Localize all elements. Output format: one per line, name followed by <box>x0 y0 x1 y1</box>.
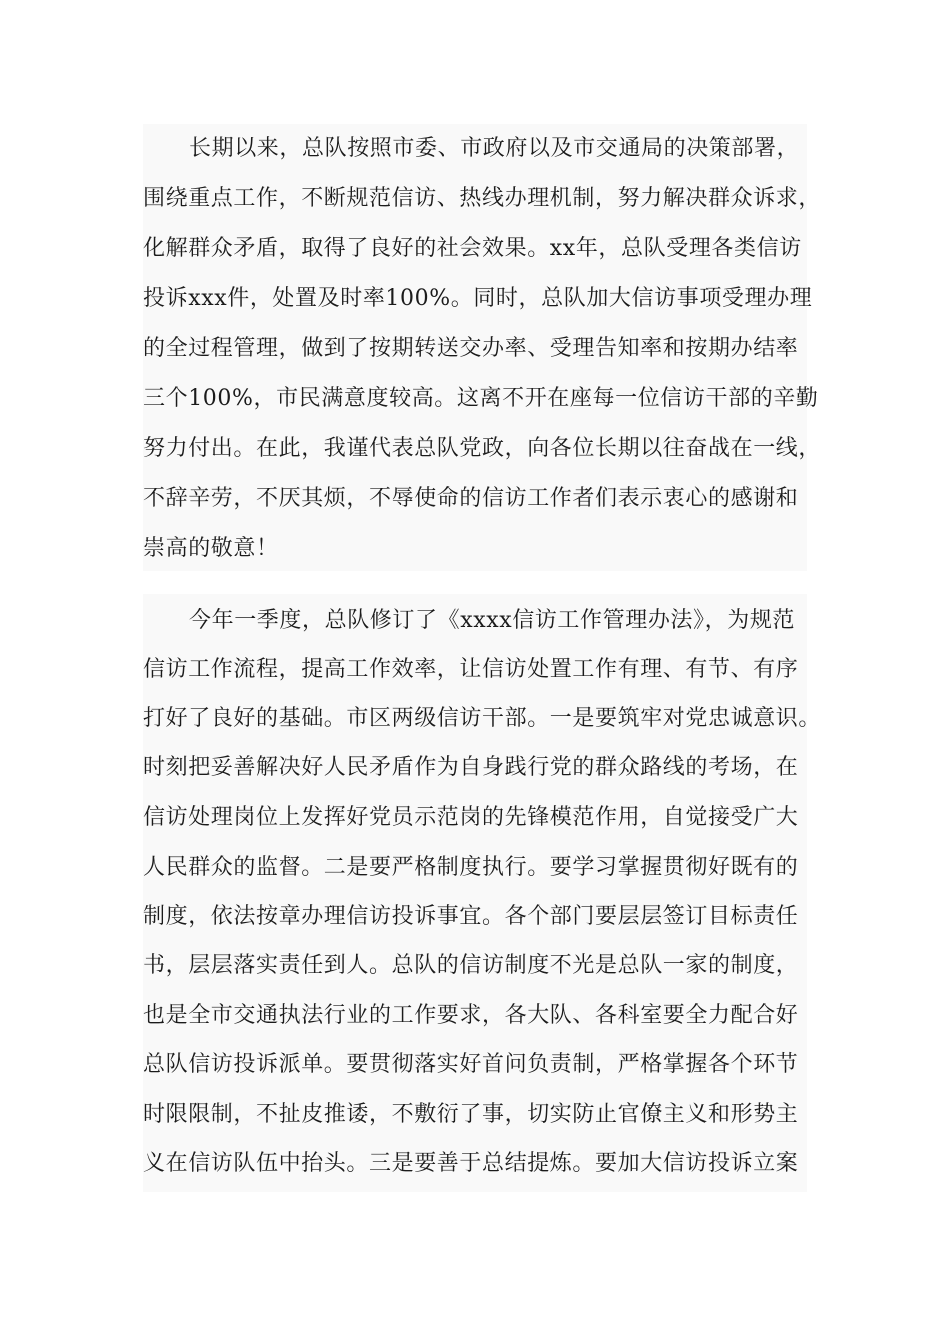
paragraph-line: 今年一季度，总队修订了《xxxx信访工作管理办法》，为规范 <box>189 608 796 633</box>
paragraph-line: 投诉xxx件，处置及时率100%。同时，总队加大信访事项受理办理 <box>143 286 813 311</box>
paragraph-line: 书，层层落实责任到人。总队的信访制度不光是总队一家的制度， <box>143 953 799 978</box>
paragraph-line: 制度，依法按章办理信访投诉事宜。各个部门要层层签订目标责任 <box>143 904 799 929</box>
paragraph-line: 信访工作流程，提高工作效率，让信访处置工作有理、有节、有序 <box>143 657 799 682</box>
paragraph-line: 努力付出。在此，我谨代表总队党政，向各位长期以往奋战在一线， <box>143 436 822 461</box>
paragraph-line: 不辞辛劳，不厌其烦，不辱使命的信访工作者们表示衷心的感谢和 <box>143 486 799 511</box>
paragraph-line: 时刻把妥善解决好人民矛盾作为自身践行党的群众路线的考场，在 <box>143 755 799 780</box>
paragraph-line: 化解群众矛盾，取得了良好的社会效果。xx年，总队受理各类信访 <box>143 236 802 261</box>
paragraph-2 <box>143 594 822 1192</box>
paragraph-line: 人民群众的监督。二是要严格制度执行。要学习掌握贯彻好既有的 <box>143 855 799 880</box>
paragraph-line: 信访处理岗位上发挥好党员示范岗的先锋模范作用，自觉接受广大 <box>143 805 799 830</box>
paragraph-line: 总队信访投诉派单。要贯彻落实好首问负责制，严格掌握各个环节 <box>143 1052 799 1077</box>
paragraph-line: 的全过程管理，做到了按期转送交办率、受理告知率和按期办结率 <box>143 336 799 361</box>
paragraph-line: 义在信访队伍中抬头。三是要善于总结提炼。要加大信访投诉立案 <box>143 1151 799 1176</box>
paragraph-line: 崇高的敬意！ <box>143 536 279 561</box>
paragraph-line: 时限限制，不扯皮推诿，不敷衍了事，切实防止官僚主义和形势主 <box>143 1102 799 1127</box>
paragraph-line: 三个100%，市民满意度较高。这离不开在座每一位信访干部的辛勤 <box>143 386 819 411</box>
paragraph-line: 围绕重点工作，不断规范信访、热线办理机制，努力解决群众诉求， <box>143 186 822 211</box>
paragraph-line: 打好了良好的基础。市区两级信访干部。一是要筑牢对党忠诚意识。 <box>143 706 822 731</box>
paragraph-line: 长期以来，总队按照市委、市政府以及市交通局的决策部署， <box>189 136 800 161</box>
paragraph-line: 也是全市交通执法行业的工作要求，各大队、各科室要全力配合好 <box>143 1003 799 1028</box>
paragraph-1 <box>143 124 822 571</box>
